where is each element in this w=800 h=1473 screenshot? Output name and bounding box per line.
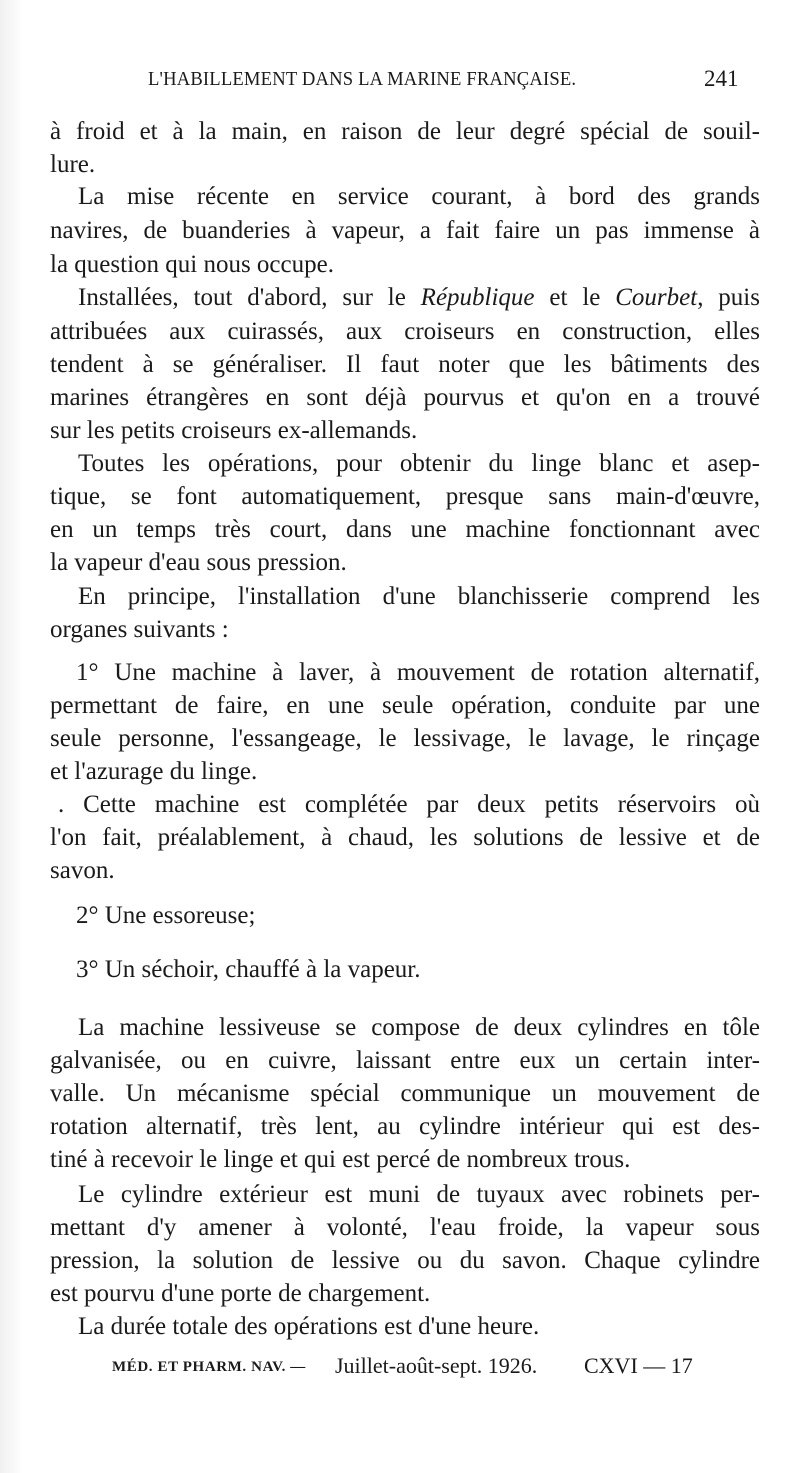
scan-edge-shadow: [0, 0, 24, 1473]
text-line: La mise récente en service courant, à bord des grands: [78, 183, 760, 210]
text-line: la question qui nous occupe.: [50, 251, 334, 278]
running-footer: [0, 1345, 800, 1385]
list-item: 3° Un séchoir, chauffé à la vapeur.: [76, 956, 421, 983]
list-item: 1° Une machine à laver, à mouvement de rotation alternatif,: [76, 659, 760, 686]
text-line: seule personne, l'essangeage, le lessivage, le lavage, le rinçage: [50, 725, 760, 752]
text-line: tendent à se généraliser. Il faut noter que les bâtiments des: [50, 351, 760, 378]
text-line: tique, se font automatiquement, presque sans main-d'œuvre,: [50, 483, 760, 510]
text-line: est pourvu d'une porte de chargement.: [50, 1280, 431, 1307]
footer-journal: MÉD. ET PHARM. NAV. —: [112, 1359, 306, 1375]
text-line: la vapeur d'eau sous pression.: [50, 549, 347, 576]
text-line: sur les petits croiseurs ex-allemands.: [50, 417, 418, 444]
ship-name: République: [420, 284, 535, 311]
text-line: attribuées aux cuirassés, aux croiseurs en construction, elles: [50, 318, 760, 345]
text-line: Toutes les opérations, pour obtenir du linge blanc et asep-: [78, 450, 760, 477]
text-line: à froid et à la main, en raison de leur degré spécial de souil-: [50, 118, 760, 145]
text-line: rotation alternatif, très lent, au cylindre intérieur qui est des-: [50, 1113, 760, 1140]
text-line: organes suivants :: [50, 616, 229, 643]
text-line: mettant d'y amener à volonté, l'eau froide, la vapeur sous: [50, 1214, 760, 1241]
text-line: marines étrangères en sont déjà pourvus et qu'on en a trouvé: [50, 384, 760, 411]
text-line: galvanisée, ou en cuivre, laissant entre eux un certain inter-: [50, 1047, 760, 1074]
list-item: 2° Une essoreuse;: [76, 902, 256, 929]
text-line: permettant de faire, en une seule opération, conduite par une: [50, 692, 760, 719]
text-line: La machine lessiveuse se compose de deux cylindres en tôle: [78, 1014, 760, 1041]
text-line: l'on fait, préalablement, à chaud, les solutions de lessive et de: [50, 824, 760, 851]
running-header: [0, 60, 800, 100]
ship-name: Courbet: [615, 284, 698, 311]
text-line: tiné à recevoir le linge et qui est percé de nombreux trous.: [50, 1146, 631, 1173]
text-line: Installées, tout d'abord, sur le République et le Courbet, puis: [78, 284, 760, 311]
text-line: pression, la solution de lessive ou du savon. Chaque cylindre: [50, 1247, 760, 1274]
footer-volume: CXVI — 17: [584, 1353, 693, 1378]
text-line: . Cette machine est complétée par deux petits réservoirs où: [58, 791, 760, 818]
text-line: La durée totale des opérations est d'une heure.: [78, 1313, 540, 1340]
text-line: lure.: [50, 151, 96, 178]
text-line: navires, de buanderies à vapeur, a fait faire un pas immense à: [50, 217, 760, 244]
text-line: Le cylindre extérieur est muni de tuyaux avec robinets per-: [78, 1181, 760, 1208]
page-number: 241: [704, 66, 739, 91]
text-line: En principe, l'installation d'une blanchisserie comprend les: [78, 583, 760, 610]
text-line: savon.: [50, 857, 115, 884]
footer-date: Juillet-août-sept. 1926.: [335, 1353, 538, 1378]
text-line: et l'azurage du linge.: [50, 758, 258, 785]
header-title: L'HABILLEMENT DANS LA MARINE FRANÇAISE.: [148, 68, 577, 90]
text-line: valle. Un mécanisme spécial communique un mouvement de: [50, 1080, 760, 1107]
text-line: en un temps très court, dans une machine fonctionnant avec: [50, 516, 760, 543]
